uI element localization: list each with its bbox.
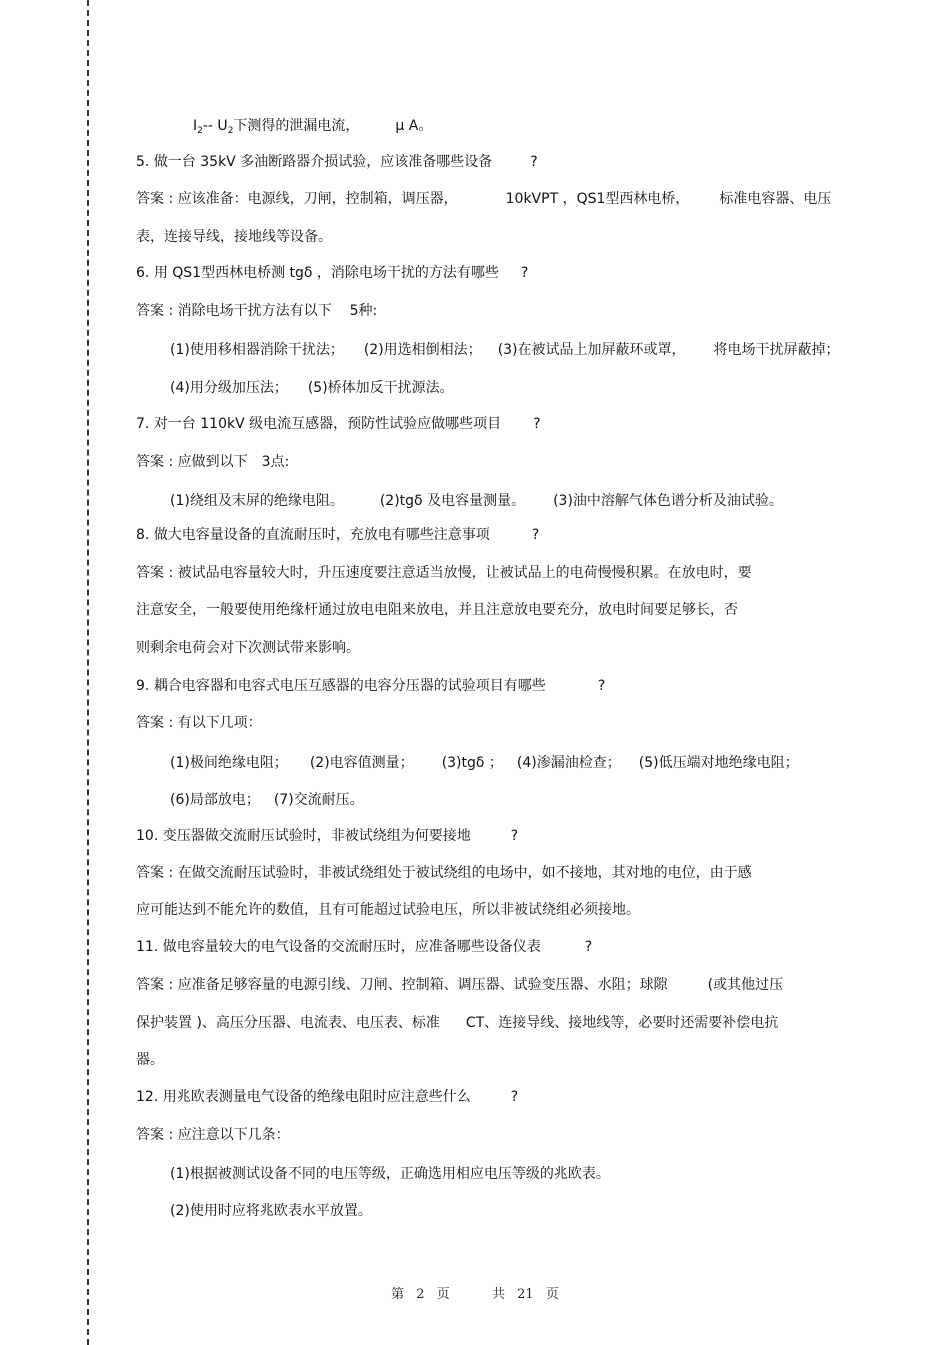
answer-12-item-1: (1)根据被测试设备不同的电压等级，正确选用相应电压等级的兆欧表。: [170, 1166, 610, 1182]
answer-6-line-1: 答案 : 消除电场干扰方法有以下 5种:: [136, 303, 378, 319]
answer-11-line-1: 答案 : 应准备足够容量的电源引线、刀闸、控制箱、调压器、试验变压器、水阻；球隙 (或其他过压: [136, 977, 784, 993]
answer-12-line-1: 答案 : 应注意以下几条：: [136, 1127, 290, 1143]
page-footer: [0, 1283, 950, 1302]
question-7: 7. 对一台 110kV 级电流互感器，预防性试验应做哪些项目 ?: [136, 416, 541, 432]
answer-11-line-2: 保护装置 )、高压分压器、电流表、电压表、标准 CT、连接导线、接地线等，必要时还需要补偿电抗: [136, 1015, 779, 1031]
answer-6-items-1: (1)使用移相器消除干扰法； (2)用选相倒相法； (3)在被试品上加屏蔽环或罩， 将电场干扰屏蔽掉；: [170, 342, 840, 358]
answer-9-items-1: (1)极间绝缘电阻； (2)电容值测量； (3)tgδ ； (4)渗漏油检查； (5)低压端对地绝缘电阻；: [170, 755, 799, 771]
answer-8-line-1: 答案 : 被试品电容量较大时，升压速度要注意适当放慢，让被试品上的电荷慢慢积累。在放电时，要: [136, 565, 752, 581]
question-11: 11. 做电容量较大的电气设备的交流耐压时，应准备哪些设备仪表 ?: [136, 939, 593, 955]
question-9: 9. 耦合电容器和电容式电压互感器的电容分压器的试验项目有哪些 ?: [136, 678, 606, 694]
question-8: 8. 做大电容量设备的直流耐压时，充放电有哪些注意事项 ?: [136, 527, 540, 543]
binding-dashed-line: [87, 0, 89, 1345]
answer-9-line-1: 答案 : 有以下几项：: [136, 715, 262, 731]
total-pages: 共 21 页: [492, 1287, 559, 1302]
answer-7-items-1: (1)绕组及末屏的绝缘电阻。 (2)tgδ 及电容量测量。 (3)油中溶解气体色谱分析及油试验。: [170, 493, 783, 509]
answer-11-line-3: 器。: [136, 1052, 164, 1068]
question-6: 6. 用 QS1型西林电桥测 tgδ ，消除电场干扰的方法有哪些 ?: [136, 265, 529, 281]
leak-current-line: $I_2--$ $U_2$下测得的泄漏电流， μ A。: [193, 118, 433, 136]
page-number: 第 2 页: [391, 1287, 450, 1302]
answer-7-line-1: 答案 : 应做到以下 3点:: [136, 454, 290, 470]
question-12: 12. 用兆欧表测量电气设备的绝缘电阻时应注意些什么 ?: [136, 1089, 519, 1105]
answer-6-items-2: (4)用分级加压法； (5)桥体加反干扰源法。: [170, 380, 454, 396]
answer-9-items-2: (6)局部放电； (7)交流耐压。: [170, 792, 364, 808]
answer-5-line-1: 答案 : 应该准备：电源线，刀闸，控制箱，调压器， 10kVPT ，QS1型西林电桥， 标准电容器、电压: [136, 191, 832, 207]
question-5: 5. 做一台 35kV 多油断路器介损试验，应该准备哪些设备 ?: [136, 154, 538, 170]
answer-5-line-2: 表，连接导线，接地线等设备。: [136, 229, 332, 245]
answer-12-item-2: (2)使用时应将兆欧表水平放置。: [170, 1203, 372, 1219]
question-10: 10. 变压器做交流耐压试验时，非被试绕组为何要接地 ?: [136, 828, 519, 844]
answer-8-line-2: 注意安全，一般要使用绝缘杆通过放电电阻来放电，并且注意放电要充分，放电时间要足够长，否: [136, 602, 738, 618]
answer-10-line-1: 答案 : 在做交流耐压试验时，非被试绕组处于被试绕组的电场中，如不接地，其对地的电位，由于感: [136, 865, 752, 881]
answer-8-line-3: 则剩余电荷会对下次测试带来影响。: [136, 640, 360, 656]
answer-10-line-2: 应可能达到不能允许的数值，且有可能超过试验电压，所以非被试绕组必须接地。: [136, 902, 640, 918]
